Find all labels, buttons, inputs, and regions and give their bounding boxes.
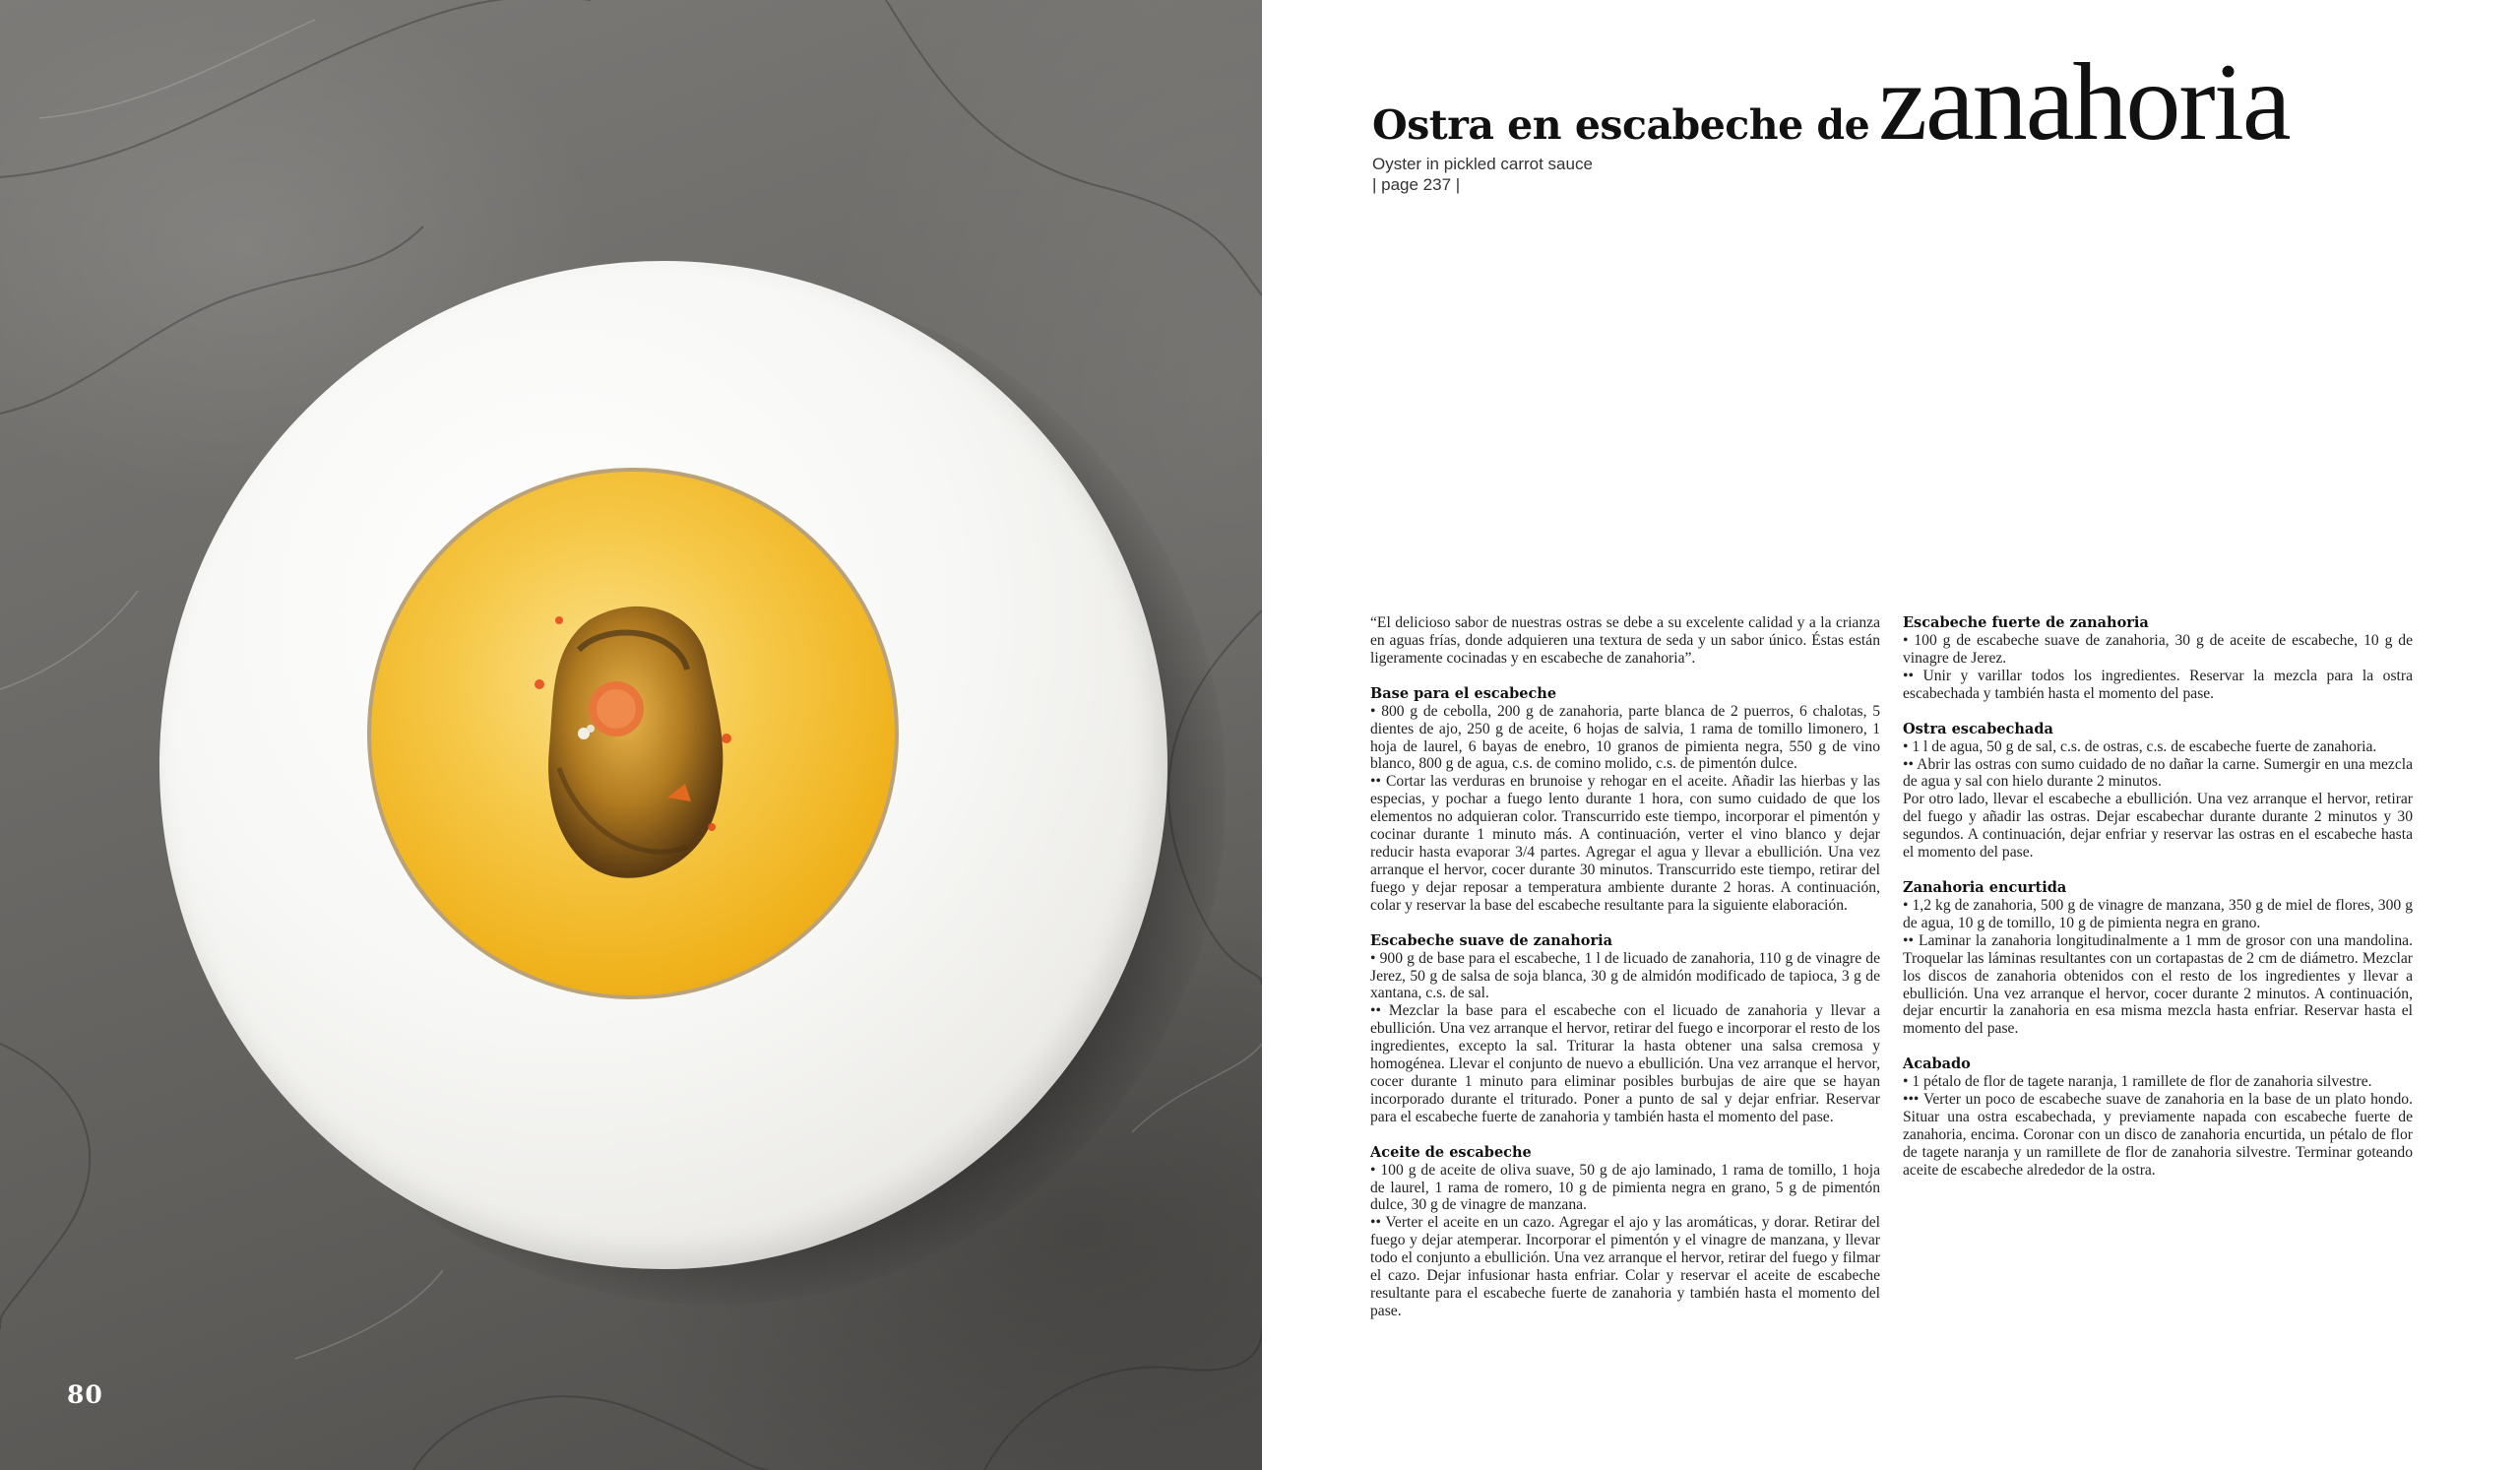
section-ingredients: • 1 pétalo de flor de tagete naranja, 1 ramillete de flor de zanahoria silvestre. (1903, 1073, 2372, 1091)
page-number: 80 (67, 1380, 103, 1409)
section-ingredients: • 100 g de aceite de oliva suave, 50 g de ajo laminado, 1 rama de tomillo, 1 hoja de laurel, 1 rama de romero, 10 g de pimienta negra en grano, 5 g de pimentón dulce, 30 g de vinagre de manzana. (1370, 1161, 1880, 1214)
section-method: •• Unir y varillar todos los ingredientes. Reservar la mezcla para la ostra escabechada y también hasta el momento del pase. (1903, 667, 2413, 702)
section-method: •• Laminar la zanahoria longitudinalmente a 1 mm de grosor con una mandolina. Troquelar las láminas resultantes con un cortapastas de 2 cm de diámetro. Mezclar los discos de zanahoria obtenidos con el resto de los ingredientes y llevar a ebullición. Una vez arranque el hervor, cocer durante 2 minutos. A continuación, dejar encurtir la zanahoria en esa misma mezcla hasta enfriar. Reservar hasta el momento del pase. (1903, 931, 2413, 1038)
recipe-title (1372, 41, 2290, 163)
section-heading: Zanahoria encurtida (1903, 878, 2067, 896)
section-heading: Aceite de escabeche (1370, 1143, 1532, 1161)
english-title: Oyster in pickled carrot sauce (1372, 155, 1593, 173)
section-heading: Ostra escabechada (1903, 720, 2053, 737)
intro-quote: “El delicioso sabor de nuestras ostras se debe a su excelente calidad y a la crianza en aguas frías, donde adquieren una textura de seda y un sabor único. Éstas están ligeramente cocinadas y en escabeche de zanahoria”. (1370, 614, 1880, 667)
oil-drop (708, 823, 716, 831)
oil-drop (535, 679, 544, 689)
section-ingredients: • 900 g de base para el escabeche, 1 l de licuado de zanahoria, 110 g de vinagre de Jerez, 50 g de salsa de soja blanca, 30 g de almidón modificado de tapioca, 3 g de xantana, c.s. de sal. (1370, 949, 1880, 1002)
section-ingredients: • 1 l de agua, 50 g de sal, c.s. de ostras, c.s. de escabeche fuerte de zanahoria. (1903, 737, 2377, 755)
section-method: •• Cortar las verduras en brunoise y rehogar en el aceite. Añadir las hierbas y las especias, y pochar a fuego lento durante 1 hora, con sumo cuidado de que los elementos no adquieran color. Transcurrido este tiempo, incorporar el pimentón y cocinar durante 1 minuto más. A continuación, verter el vino blanco y dejar reducir hasta evaporar 3/4 partes. Agregar el agua y llevar a ebullición. Una vez arranque el hervor, cocer durante 30 minutos. Transcurrido este tiempo, retirar del fuego y dejar reposar a temperatura ambiente durante 2 horas. A continuación, colar y reservar la base del escabeche resultante para la siguiente elaboración. (1370, 773, 1880, 914)
oil-drop (722, 734, 731, 743)
text-column-left (1370, 614, 1880, 1320)
section-ingredients: • 100 g de escabeche suave de zanahoria, 30 g de aceite de escabeche, 10 g de vinagre de Jerez. (1903, 632, 2413, 667)
text-column-right (1903, 614, 2413, 1180)
section-method: ••• Verter un poco de escabeche suave de zanahoria en la base de un plato hondo. Situar una ostra escabechada, y previamente napada con escabeche fuerte de zanahoria, encima. Coronar con un disco de zanahoria encurtida, un pétalo de flor de tagete naranja y un ramillete de flor de zanahoria silvestre. Terminar goteando aceite de escabeche alrededor de la ostra. (1903, 1091, 2413, 1179)
section-ingredients: • 1,2 kg de zanahoria, 500 g de vinagre de manzana, 350 g de miel de flores, 300 g de agua, 10 g de tomillo, 10 g de pimienta negra en grano. (1903, 896, 2413, 931)
section-heading: Escabeche suave de zanahoria (1370, 931, 1612, 949)
title-main: Ostra en escabeche de (1372, 101, 1870, 149)
recipe-subtitle (1372, 154, 1593, 195)
section-method: •• Mezclar la base para el escabeche con el licuado de zanahoria y llevar a ebullición. Una vez arranque el hervor, retirar del fuego e incorporar el resto de los ingredientes, excepto la sal. Triturar la hasta obtener una salsa cremosa y homogénea. Llevar el conjunto de nuevo a ebullición. Una vez arranque el hervor, cocer durante 1 minuto para eliminar posibles burbujas de aire que se hayan incorporado durante el triturado. Poner a punto de sal y dejar enfriar. Reservar para el escabeche fuerte de zanahoria y también hasta el momento del pase. (1370, 1002, 1880, 1125)
recipe-page (1262, 0, 2520, 1470)
oyster (520, 591, 756, 896)
section-heading: Acabado (1903, 1055, 1971, 1073)
oil-drop (555, 616, 563, 624)
section-ingredients: • 800 g de cebolla, 200 g de zanahoria, parte blanca de 2 puerros, 6 chalotas, 5 dientes de ajo, 250 g de aceite, 6 hojas de salvia, 1 rama de tomillo limonero, 1 hoja de laurel, 6 bayas de enebro, 10 granos de pimienta negra, 550 g de vino blanco, 800 g de agua, c.s. de comino molido, c.s. de pimentón dulce. (1370, 702, 1880, 773)
title-highlight: zanahoria (1878, 41, 2290, 163)
section-heading: Base para el escabeche (1370, 684, 1557, 702)
section-method: •• Abrir las ostras con sumo cuidado de no dañar la carne. Sumergir en una mezcla de agua y sal con hielo durante 2 minutos. Por otro lado, llevar el escabeche a ebullición. Una vez arranque el hervor, retirar del fuego y añadir las ostras. Dejar escabechar durante durante 2 minutos y 30 segundos. A continuación, dejar enfriar y reservar las ostras en el escabeche hasta el momento del pase. (1903, 755, 2413, 862)
page-reference: | page 237 | (1372, 175, 1461, 194)
section-method: •• Verter el aceite en un cazo. Agregar el ajo y las aromáticas, y dorar. Retirar del fuego y dejar atemperar. Incorporar el pimentón y el vinagre de manzana, y llevar todo el conjunto a ebullición. Una vez arranque el hervor, retirar del fuego y filmar el cazo. Dejar infusionar hasta enfriar. Colar y reservar el aceite de escabeche resultante para el escabeche fuerte de zanahoria y también hasta el momento del pase. (1370, 1214, 1880, 1319)
section-heading: Escabeche fuerte de zanahoria (1903, 614, 2149, 631)
